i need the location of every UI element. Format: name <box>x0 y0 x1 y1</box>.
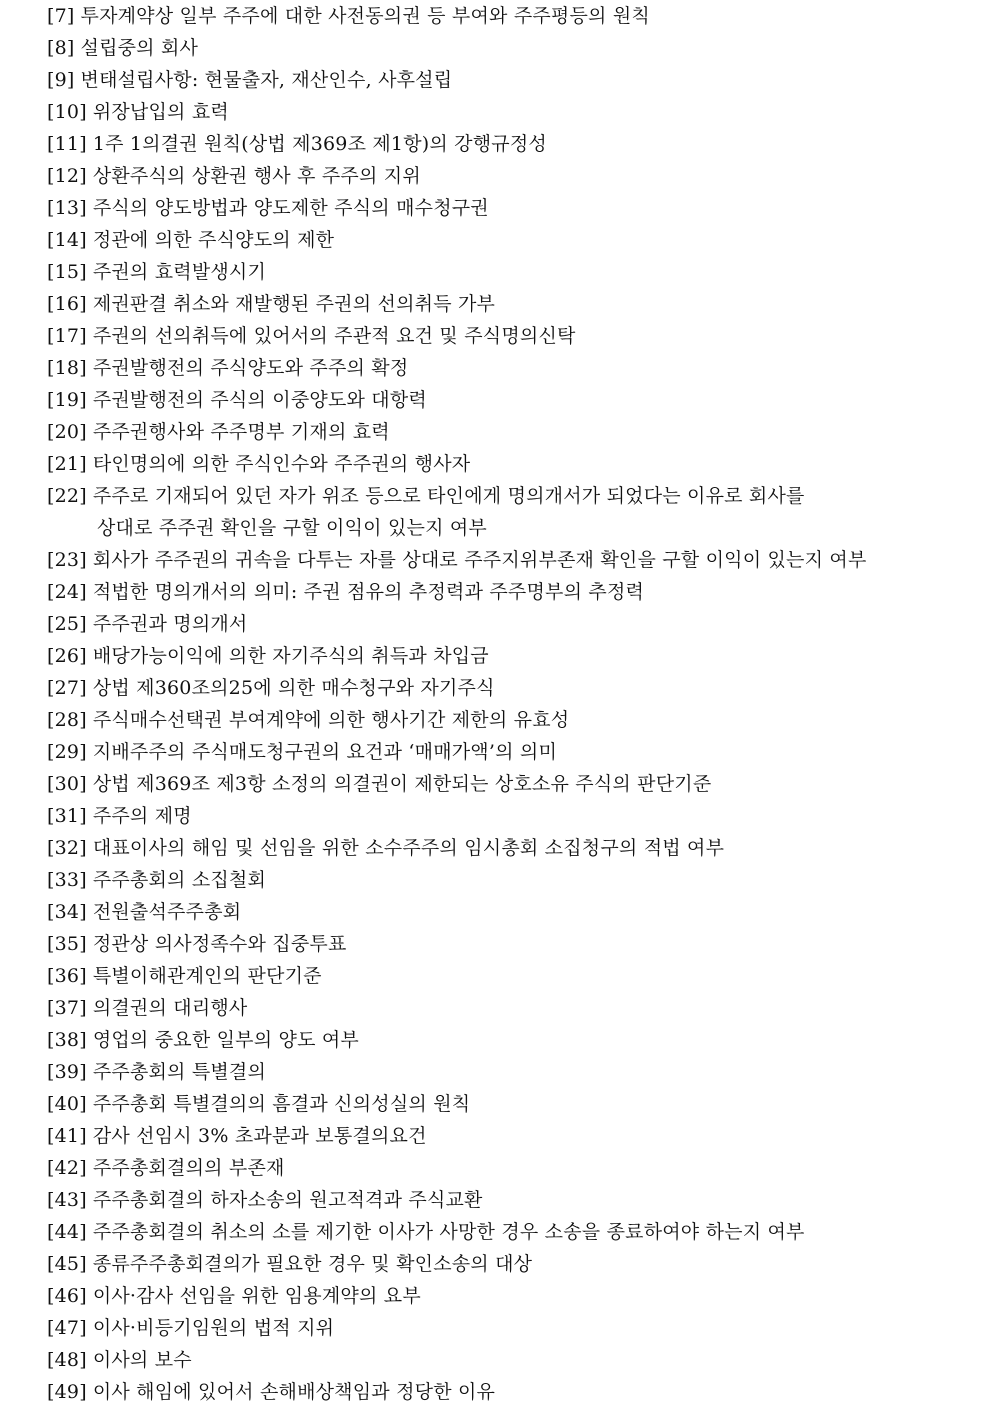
toc-entry-title: 1주 1의결권 원칙(상법 제369조 제1항)의 강행규정성 <box>92 133 547 155</box>
toc-entry-title: 특별이해관계인의 판단기준 <box>92 965 322 987</box>
toc-entry <box>47 1344 967 1376</box>
toc-entry-number: [19] <box>47 389 87 411</box>
toc-entry-title: 위장납입의 효력 <box>92 101 229 123</box>
toc-entry-number: [7] <box>47 5 75 27</box>
toc-entry <box>47 832 967 864</box>
toc-entry-title: 주주의 제명 <box>92 805 192 827</box>
toc-entry-title: 이사 해임에 있어서 손해배상책임과 정당한 이유 <box>92 1381 496 1403</box>
toc-entry-title: 주주권행사와 주주명부 기재의 효력 <box>92 421 390 443</box>
toc-entry-title: 영업의 중요한 일부의 양도 여부 <box>92 1029 359 1051</box>
toc-entry-number: [21] <box>47 453 87 475</box>
toc-entry-number: [37] <box>47 997 87 1019</box>
toc-entry <box>47 800 967 832</box>
toc-entry-number: [26] <box>47 645 87 667</box>
toc-entry <box>47 672 967 704</box>
toc-entry-title: 상환주식의 상환권 행사 후 주주의 지위 <box>92 165 421 187</box>
toc-entry <box>47 896 967 928</box>
toc-entry-number: [40] <box>47 1093 87 1115</box>
toc-entry <box>47 160 967 192</box>
toc-entry <box>47 1312 967 1344</box>
toc-entry <box>47 992 967 1024</box>
toc-entry-title: 주주권과 명의개서 <box>92 613 248 635</box>
toc-entry-title: 적법한 명의개서의 의미: 주권 점유의 추정력과 주주명부의 추정력 <box>92 581 645 603</box>
toc-entry-title: 타인명의에 의한 주식인수와 주주권의 행사자 <box>92 453 471 475</box>
toc-entry-title: 주식의 양도방법과 양도제한 주식의 매수청구권 <box>92 197 489 219</box>
toc-entry-number: [16] <box>47 293 87 315</box>
toc-entry-title: 이사·감사 선임을 위한 임용계약의 요부 <box>92 1285 421 1307</box>
toc-entry-title: 대표이사의 해임 및 선임을 위한 소수주주의 임시총회 소집청구의 적법 여부 <box>92 837 725 859</box>
toc-entry-title: 주주총회의 소집철회 <box>92 869 267 891</box>
toc-entry <box>47 192 967 224</box>
toc-entry <box>47 704 967 736</box>
toc-entry-number: [20] <box>47 421 87 443</box>
toc-entry-number: [27] <box>47 677 87 699</box>
toc-entry <box>47 256 967 288</box>
toc-entry-title: 정관에 의한 주식양도의 제한 <box>92 229 335 251</box>
toc-entry-title: 주주총회결의 하자소송의 원고적격과 주식교환 <box>92 1189 483 1211</box>
table-of-contents <box>47 0 967 1408</box>
toc-entry <box>47 128 967 160</box>
toc-entry <box>47 96 967 128</box>
toc-entry <box>47 1216 967 1248</box>
toc-entry-title: 주권의 효력발생시기 <box>92 261 267 283</box>
toc-entry-number: [9] <box>47 69 75 91</box>
toc-entry <box>47 1184 967 1216</box>
toc-entry-title: 상법 제360조의25에 의한 매수청구와 자기주식 <box>92 677 495 699</box>
toc-entry <box>47 1088 967 1120</box>
toc-entry-title: 의결권의 대리행사 <box>92 997 248 1019</box>
toc-entry <box>47 1248 967 1280</box>
toc-entry <box>47 288 967 320</box>
toc-entry <box>47 0 967 32</box>
toc-entry-number: [38] <box>47 1029 87 1051</box>
toc-entry-title: 제권판결 취소와 재발행된 주권의 선의취득 가부 <box>92 293 496 315</box>
toc-entry-number: [46] <box>47 1285 87 1307</box>
toc-entry-title: 이사·비등기임원의 법적 지위 <box>92 1317 335 1339</box>
toc-entry-number: [24] <box>47 581 87 603</box>
toc-entry-number: [41] <box>47 1125 87 1147</box>
toc-entry-title: 투자계약상 일부 주주에 대한 사전동의권 등 부여와 주주평등의 원칙 <box>80 5 650 27</box>
toc-entry-title-continuation: 상대로 주주권 확인을 구할 이익이 있는지 여부 <box>97 517 487 539</box>
toc-entry-title: 주권발행전의 주식의 이중양도와 대항력 <box>92 389 427 411</box>
toc-entry <box>47 608 967 640</box>
toc-entry <box>47 544 967 576</box>
toc-entry-title: 정관상 의사정족수와 집중투표 <box>92 933 347 955</box>
toc-entry-title: 감사 선임시 3% 초과분과 보통결의요건 <box>92 1125 427 1147</box>
toc-entry <box>47 1024 967 1056</box>
toc-entry-title: 주주로 기재되어 있던 자가 위조 등으로 타인에게 명의개서가 되었다는 이유로 회사를 <box>92 485 805 507</box>
toc-entry-title: 상법 제369조 제3항 소정의 의결권이 제한되는 상호소유 주식의 판단기준 <box>92 773 712 795</box>
toc-entry-number: [34] <box>47 901 87 923</box>
toc-entry <box>47 736 967 768</box>
toc-entry-number: [43] <box>47 1189 87 1211</box>
toc-entry-number: [45] <box>47 1253 87 1275</box>
toc-entry-number: [29] <box>47 741 87 763</box>
toc-entry-title: 설립중의 회사 <box>80 37 199 59</box>
toc-entry-number: [25] <box>47 613 87 635</box>
toc-entry-title: 주식매수선택권 부여계약에 의한 행사기간 제한의 유효성 <box>92 709 570 731</box>
toc-entry-number: [14] <box>47 229 87 251</box>
toc-entry-title: 전원출석주주총회 <box>92 901 242 923</box>
toc-entry <box>47 352 967 384</box>
toc-entry-title: 주주총회의 특별결의 <box>92 1061 267 1083</box>
toc-entry-title: 이사의 보수 <box>92 1349 192 1371</box>
toc-entry-title: 지배주주의 주식매도청구권의 요건과 ‘매매가액’의 의미 <box>92 741 557 763</box>
toc-entry-number: [22] <box>47 485 87 507</box>
toc-entry <box>47 224 967 256</box>
toc-entry <box>47 640 967 672</box>
toc-entry <box>47 1056 967 1088</box>
toc-entry-title: 주주총회 특별결의의 흠결과 신의성실의 원칙 <box>92 1093 471 1115</box>
toc-entry-number: [32] <box>47 837 87 859</box>
toc-entry <box>47 448 967 480</box>
toc-entry <box>47 1280 967 1312</box>
toc-entry-number: [42] <box>47 1157 87 1179</box>
toc-entry <box>47 1120 967 1152</box>
toc-entry <box>47 960 967 992</box>
toc-entry-title: 주주총회결의의 부존재 <box>92 1157 285 1179</box>
toc-entry <box>47 1376 967 1408</box>
toc-entry <box>47 416 967 448</box>
toc-entry-number: [33] <box>47 869 87 891</box>
toc-entry-number: [28] <box>47 709 87 731</box>
toc-entry-number: [30] <box>47 773 87 795</box>
toc-entry <box>47 32 967 64</box>
toc-entry-number: [12] <box>47 165 87 187</box>
toc-entry <box>47 320 967 352</box>
toc-entry-number: [36] <box>47 965 87 987</box>
toc-entry-number: [49] <box>47 1381 87 1403</box>
toc-entry-number: [17] <box>47 325 87 347</box>
toc-entry-number: [39] <box>47 1061 87 1083</box>
toc-entry <box>47 576 967 608</box>
toc-entry <box>47 384 967 416</box>
toc-entry-number: [35] <box>47 933 87 955</box>
toc-entry-number: [18] <box>47 357 87 379</box>
toc-entry <box>47 480 967 544</box>
toc-entry <box>47 1152 967 1184</box>
toc-entry <box>47 864 967 896</box>
toc-entry-number: [11] <box>47 133 87 155</box>
toc-entry-number: [8] <box>47 37 75 59</box>
toc-entry-number: [15] <box>47 261 87 283</box>
toc-entry-number: [10] <box>47 101 87 123</box>
toc-entry <box>47 64 967 96</box>
toc-entry-title: 주권의 선의취득에 있어서의 주관적 요건 및 주식명의신탁 <box>92 325 576 347</box>
toc-entry <box>47 768 967 800</box>
toc-entry-title: 주주총회결의 취소의 소를 제기한 이사가 사망한 경우 소송을 종료하여야 하는지 여부 <box>92 1221 805 1243</box>
toc-entry-title: 변태설립사항: 현물출자, 재산인수, 사후설립 <box>80 69 453 91</box>
toc-entry-number: [23] <box>47 549 87 571</box>
toc-entry-number: [48] <box>47 1349 87 1371</box>
toc-entry-number: [44] <box>47 1221 87 1243</box>
toc-entry-number: [13] <box>47 197 87 219</box>
toc-entry-title: 종류주주총회결의가 필요한 경우 및 확인소송의 대상 <box>92 1253 533 1275</box>
toc-entry-title: 주권발행전의 주식양도와 주주의 확정 <box>92 357 409 379</box>
toc-entry-number: [31] <box>47 805 87 827</box>
toc-entry-title: 배당가능이익에 의한 자기주식의 취득과 차입금 <box>92 645 489 667</box>
toc-entry <box>47 928 967 960</box>
toc-entry-title: 회사가 주주권의 귀속을 다투는 자를 상대로 주주지위부존재 확인을 구할 이익이 있는지 여부 <box>92 549 867 571</box>
toc-entry-number: [47] <box>47 1317 87 1339</box>
